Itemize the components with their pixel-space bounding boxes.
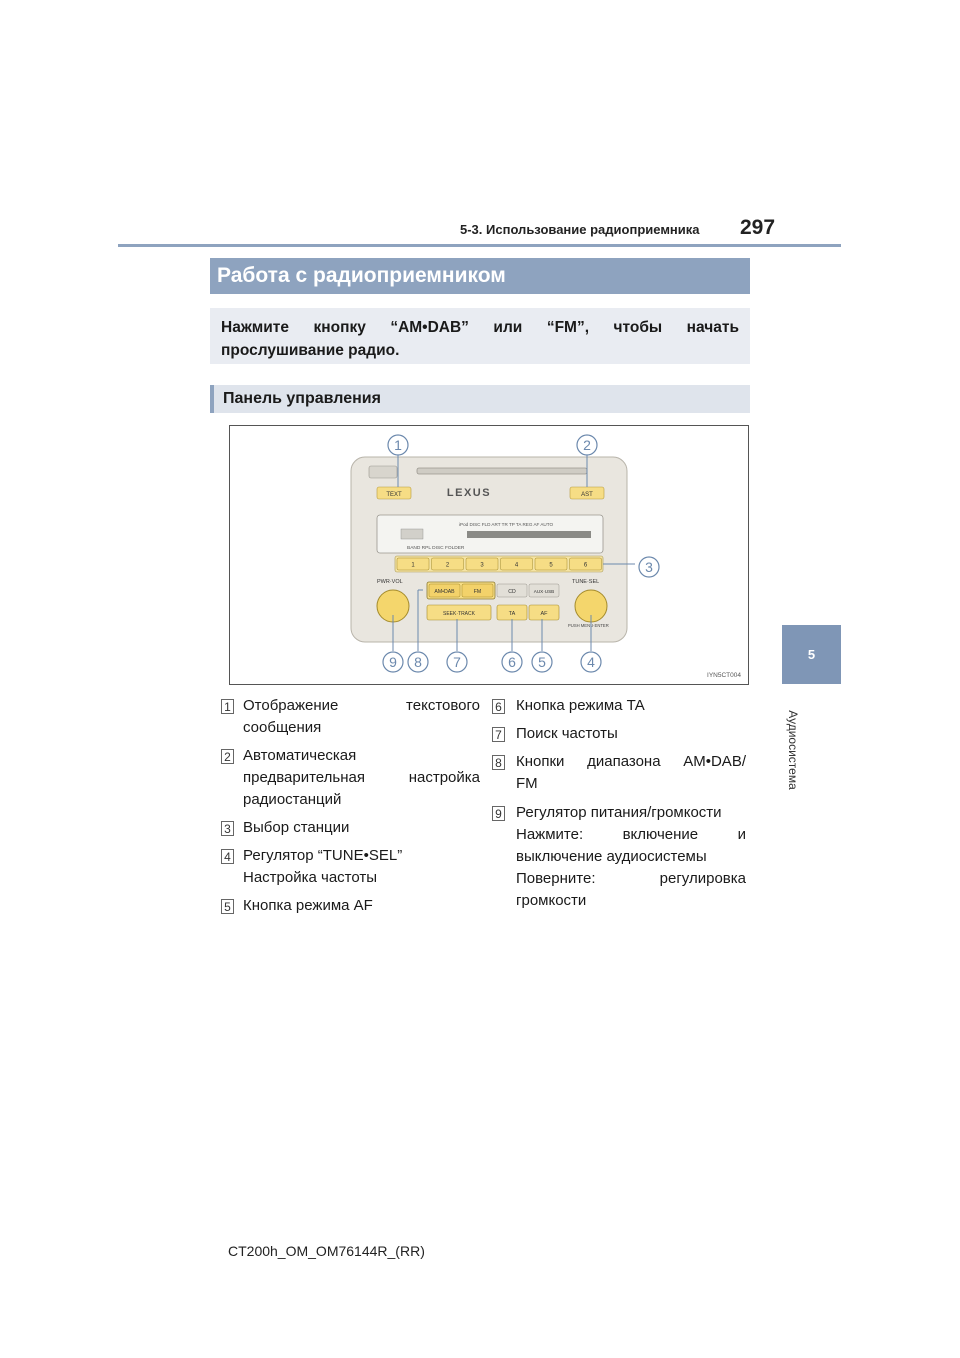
menu-enter-label: PUSH MENU·ENTER <box>568 623 609 628</box>
display-segment-a <box>401 529 423 539</box>
ast-button-label: AST <box>581 492 593 498</box>
preset-label-6: 6 <box>583 562 588 569</box>
chapter-number: 5 <box>807 647 816 662</box>
legend-2-line-1: Автоматическая <box>243 747 357 764</box>
legend-marker-5: 5 <box>221 899 234 914</box>
legend-4-line-2: Настройка частоты <box>243 869 378 886</box>
chapter-label: Аудиосистема <box>786 710 800 790</box>
callout-number-5: 5 <box>538 654 546 670</box>
brand-logo: LEXUS <box>446 487 492 499</box>
legend-9-line-4: Поверните: регулировка <box>516 870 746 887</box>
legend-marker-1: 1 <box>221 699 234 714</box>
legend-marker-7: 7 <box>492 727 505 742</box>
legend-item-2 <box>243 745 480 811</box>
legend-7-line-1: Поиск частоты <box>516 725 618 742</box>
legend-item-9 <box>516 802 746 912</box>
legend-item-5 <box>243 895 480 917</box>
display-top-text: iPod DISC FLD ART TR TP TA REG AF AUTO <box>459 522 554 527</box>
intro-line-2: прослушивание радио. <box>221 342 400 359</box>
header-rule <box>118 244 841 247</box>
legend-marker-8: 8 <box>492 755 505 770</box>
callout-number-4: 4 <box>587 654 595 670</box>
preset-label-3: 3 <box>480 562 484 569</box>
am-dab-label: AM•DAB <box>434 589 455 595</box>
tune-sel-label: TUNE·SEL <box>572 579 600 585</box>
legend-marker-6: 6 <box>492 699 505 714</box>
callout-number-8: 8 <box>414 654 422 670</box>
section-title: 5-3. Использование радиоприемника <box>460 222 700 237</box>
legend-2-line-2: предварительная настройка <box>243 769 480 786</box>
control-panel-figure <box>229 425 749 685</box>
display-segment-b <box>467 531 591 538</box>
callout-number-2: 2 <box>583 437 591 453</box>
callout-number-3: 3 <box>645 559 653 575</box>
legend-1-line-2: сообщения <box>243 719 322 736</box>
intro-line-1: Нажмите кнопку “AM•DAB” или “FM”, чтобы начать <box>221 319 739 336</box>
callout-number-6: 6 <box>508 654 516 670</box>
page-number: 297 <box>740 216 776 239</box>
legend-9-line-3: выключение аудиосистемы <box>516 848 707 865</box>
legend-item-8 <box>516 751 746 795</box>
subheading: Панель управления <box>210 385 750 413</box>
legend-marker-3: 3 <box>221 821 234 836</box>
text-button-label: TEXT <box>386 492 402 498</box>
legend-2-line-3: радиостанций <box>243 791 342 808</box>
aux-usb-label: AUX·USB <box>533 589 555 594</box>
legend-9-line-1: Регулятор питания/громкости <box>516 804 722 821</box>
preset-label-4: 4 <box>514 562 519 569</box>
chapter-tab <box>782 625 841 684</box>
cd-slot <box>417 468 587 474</box>
legend-4-line-1: Регулятор “TUNE•SEL” <box>243 847 403 864</box>
legend-9-line-5: громкости <box>516 892 587 909</box>
legend-marker-9: 9 <box>492 806 505 821</box>
preset-label-1: 1 <box>411 562 415 569</box>
seek-track-label: SEEK·TRACK <box>443 611 475 617</box>
legend-6-line-1: Кнопка режима TA <box>516 697 645 714</box>
callout-number-7: 7 <box>453 654 461 670</box>
pwr-vol-label: PWR·VOL <box>377 579 403 585</box>
af-label: AF <box>540 611 548 617</box>
intro-box <box>210 308 750 364</box>
ta-label: TA <box>508 611 516 617</box>
legend-item-4 <box>243 845 480 889</box>
legend-1-line-1: Отображение текстового <box>243 697 480 714</box>
cd-label: CD <box>508 589 516 595</box>
legend-item-3 <box>243 817 480 839</box>
legend-8-line-1: Кнопки диапазона AM•DAB/ <box>516 753 746 770</box>
legend-marker-4: 4 <box>221 849 234 864</box>
legend-5-line-1: Кнопка режима AF <box>243 897 373 914</box>
page-title: Работа с радиоприемником <box>210 258 750 294</box>
legend-item-7 <box>516 723 746 745</box>
preset-label-5: 5 <box>549 562 553 569</box>
legend-marker-2: 2 <box>221 749 234 764</box>
display-bottom-text: BAND RPL DISC FOLDER <box>407 546 465 551</box>
eject-button <box>369 466 397 478</box>
document-footer: CT200h_OM_OM76144R_(RR) <box>228 1243 425 1259</box>
legend-item-1 <box>243 695 480 739</box>
legend-8-line-2: FM <box>516 775 538 792</box>
callout-number-1: 1 <box>394 437 402 453</box>
figure-code: IYN5CT004 <box>707 672 741 679</box>
fm-label: FM <box>473 589 482 595</box>
callout-number-9: 9 <box>389 654 397 670</box>
legend-item-6 <box>516 695 746 717</box>
legend-3-line-1: Выбор станции <box>243 819 350 836</box>
legend-9-line-2: Нажмите: включение и <box>516 826 746 843</box>
preset-label-2: 2 <box>445 562 450 569</box>
